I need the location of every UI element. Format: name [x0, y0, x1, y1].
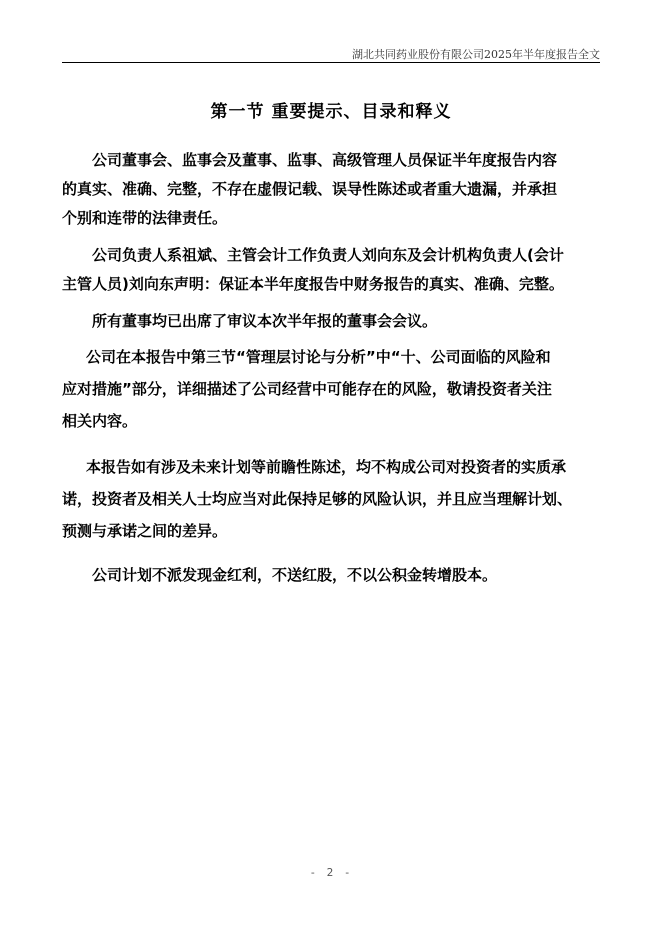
section-title: 第一节 重要提示、目录和释义: [210, 102, 452, 122]
paragraph-dividend-plan: [62, 561, 497, 590]
text-line: 主管人员)刘向东声明：保证本半年度报告中财务报告的真实、准确、完整。: [62, 275, 564, 293]
text-line: 公司负责人系祖斌、主管会计工作负责人刘向东及会计机构负责人(会计: [92, 246, 564, 264]
header-rule: [62, 62, 600, 63]
text-line: 所有董事均已出席了审议本次半年报的董事会会议。: [92, 312, 438, 330]
text-line: 本报告如有涉及未来计划等前瞻性陈述，均不构成公司对投资者的实质承: [86, 458, 567, 476]
paragraph-board-guarantee: [62, 146, 557, 233]
text-line: 预测与承诺之间的差异。: [62, 522, 228, 540]
text-line: 公司董事会、监事会及董事、监事、高级管理人员保证半年度报告内容: [92, 151, 558, 169]
text-line: 应对措施”部分，详细描述了公司经营中可能存在的风险，敬请投资者关注: [62, 380, 552, 398]
text-line: 的真实、准确、完整，不存在虚假记载、误导性陈述或者重大遗漏，并承担: [62, 180, 558, 198]
paragraph-forward-looking: [62, 451, 572, 547]
paragraph-risk-notice: [62, 341, 552, 437]
text-line: 个别和连带的法律责任。: [62, 209, 228, 227]
text-line: 公司计划不派发现金红利，不送红股，不以公积金转增股本。: [92, 566, 498, 584]
page-header: 湖北共同药业股份有限公司2025年半年度报告全文: [352, 48, 600, 61]
paragraph-board-attendance: [62, 307, 437, 336]
paragraph-responsible-persons: [62, 241, 564, 299]
text-line: 公司在本报告中第三节“管理层讨论与分析”中“十、公司面临的风险和: [86, 348, 551, 366]
text-line: 诺，投资者及相关人士均应当对此保持足够的风险认识，并且应当理解计划、: [62, 490, 573, 508]
text-line: 相关内容。: [62, 412, 138, 430]
page-number: - 2 -: [309, 866, 353, 879]
